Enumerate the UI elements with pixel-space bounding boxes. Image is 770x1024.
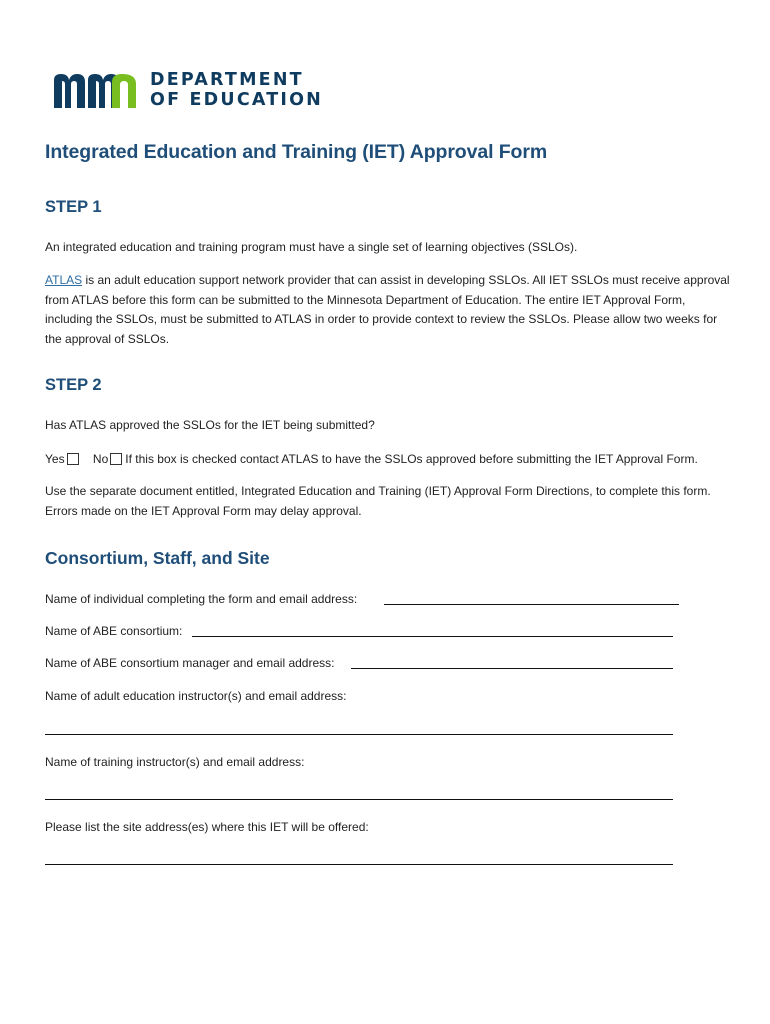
completer-input-line[interactable] bbox=[384, 604, 679, 605]
logo-line-education: OF EDUCATION bbox=[150, 90, 324, 110]
step2-directions: Use the separate document entitled, Integrated Education and Training (IET) Approval Form Directions, to complete this form. Errors made on the IET Approval Form may delay approval. bbox=[45, 484, 711, 518]
adult-ed-instructor-input-line[interactable] bbox=[45, 734, 673, 735]
site-address-input-line[interactable] bbox=[45, 864, 673, 865]
atlas-link[interactable]: ATLAS bbox=[45, 273, 83, 287]
step1-heading: STEP 1 bbox=[45, 198, 102, 216]
completer-label: Name of individual completing the form and email address: bbox=[45, 592, 358, 606]
logo-line-department: DEPARTMENT bbox=[150, 70, 304, 90]
atlas-description: is an adult education support network provider that can assist in developing SSLOs. All IET SSLOs must receive approval from ATLAS before this form can be submitted to the Minnesota Department of Education. The entire IET Approval Form, including the SSLOs, must be submitted to ATLAS in order to provide context to review the SSLOs. Please allow two weeks for the approval of SSLOs. bbox=[45, 273, 730, 346]
step2-question: Has ATLAS approved the SSLOs for the IET being submitted? bbox=[45, 418, 375, 432]
form-title: Integrated Education and Training (IET) Approval Form bbox=[45, 141, 548, 163]
no-label: No bbox=[92, 452, 109, 467]
abe-consortium-label: Name of ABE consortium: bbox=[45, 624, 183, 638]
no-checkbox[interactable] bbox=[110, 453, 122, 465]
consortium-heading: Consortium, Staff, and Site bbox=[45, 548, 270, 568]
logo-text bbox=[150, 70, 323, 110]
abe-consortium-input-line[interactable] bbox=[192, 636, 673, 637]
training-instructor-input-line[interactable] bbox=[45, 799, 673, 800]
mde-logo bbox=[52, 70, 324, 112]
yes-label: Yes bbox=[45, 452, 65, 467]
mn-logo-icon bbox=[52, 70, 140, 110]
site-address-label: Please list the site address(es) where this IET will be offered: bbox=[45, 820, 369, 834]
training-instructor-label: Name of training instructor(s) and email address: bbox=[45, 755, 305, 769]
approval-choice-row bbox=[45, 450, 745, 469]
abe-manager-input-line[interactable] bbox=[351, 668, 673, 669]
adult-ed-instructor-label: Name of adult education instructor(s) and email address: bbox=[45, 689, 347, 703]
step1-atlas-paragraph bbox=[45, 271, 735, 349]
abe-manager-label: Name of ABE consortium manager and email address: bbox=[45, 656, 335, 670]
step2-heading: STEP 2 bbox=[45, 376, 102, 394]
step1-intro: An integrated education and training program must have a single set of learning objectives (SSLOs). bbox=[45, 240, 578, 254]
yes-checkbox[interactable] bbox=[67, 453, 79, 465]
no-checkbox-note: If this box is checked contact ATLAS to have the SSLOs approved before submitting the IET Approval Form. bbox=[125, 452, 698, 467]
